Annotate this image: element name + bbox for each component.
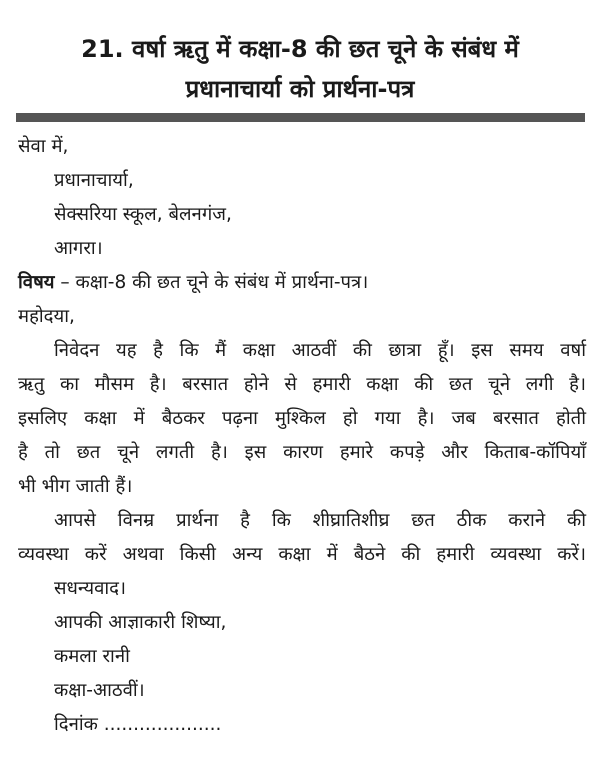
school-address: सेक्सरिया स्कूल, बेलनगंज, [54, 204, 232, 225]
body-line: है तो छत चूने लगती है। इस कारण हमारे कपड़े और किताब-कॉपियाँ [18, 442, 586, 463]
closing-signoff: आपकी आज्ञाकारी शिष्या, [54, 612, 227, 633]
sender-class: कक्षा-आठवीं। [54, 680, 145, 701]
date-line: दिनांक .................... [54, 714, 222, 735]
body-line: इसलिए कक्षा में बैठकर पढ़ना मुश्किल हो गया है। जब बरसात होती [18, 408, 586, 429]
greeting: महोदया, [18, 306, 75, 327]
body-line: ऋतु का मौसम है। बरसात होने से हमारी कक्षा की छत चूने लगी है। [18, 374, 586, 395]
page-title-line-2: प्रधानाचार्या को प्रार्थना-पत्र [185, 75, 415, 103]
title-divider [16, 113, 585, 122]
body-line: आपसे विनम्र प्रार्थना है कि शीघ्रातिशीघ्र छत ठीक कराने की [54, 510, 586, 531]
body-line: निवेदन यह है कि मैं कक्षा आठवीं की छात्रा हूँ। इस समय वर्षा [54, 340, 586, 361]
page-title-line-1: 21. वर्षा ऋतु में कक्षा-8 की छत चूने के संबंध में [81, 35, 519, 63]
closing-thanks: सधन्यवाद। [54, 578, 126, 599]
body-line: भी भीग जाती हैं। [18, 476, 133, 497]
recipient: प्रधानाचार्या, [54, 170, 134, 191]
subject-text: – कक्षा-8 की छत चूने के संबंध में प्रार्थना-पत्र। [54, 272, 369, 293]
salutation: सेवा में, [18, 136, 69, 157]
city: आगरा। [54, 238, 103, 259]
subject-label: विषय [18, 272, 55, 293]
subject-line [18, 266, 368, 300]
body-line: व्यवस्था करें अथवा किसी अन्य कक्षा में बैठने की हमारी व्यवस्था करें। [18, 544, 586, 565]
sender-name: कमला रानी [54, 646, 130, 667]
